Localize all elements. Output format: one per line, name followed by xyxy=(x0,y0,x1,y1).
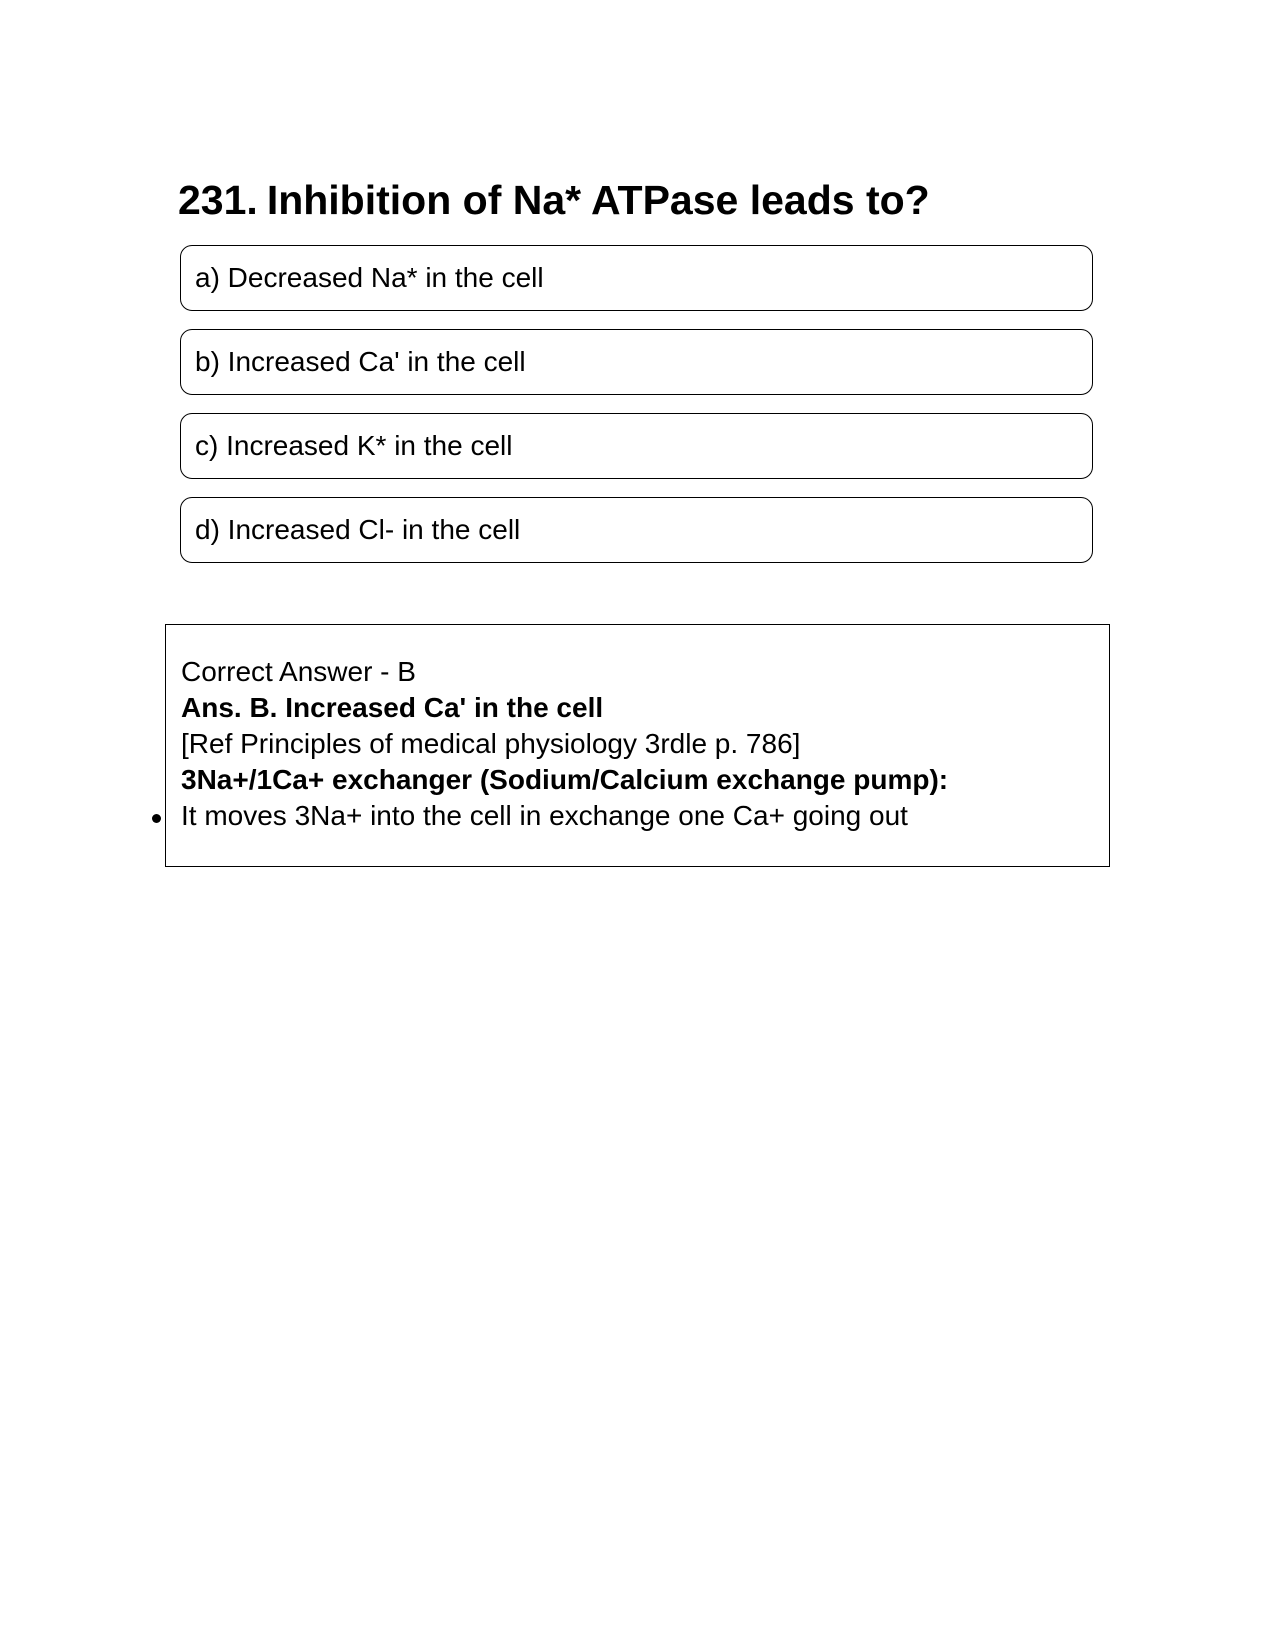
option-d[interactable]: d) Increased Cl- in the cell xyxy=(180,497,1093,563)
option-a[interactable]: a) Decreased Na* in the cell xyxy=(180,245,1093,311)
answer-statement: Ans. B. Increased Ca' in the cell xyxy=(181,692,604,723)
option-c[interactable]: c) Increased K* in the cell xyxy=(180,413,1093,479)
question-number: 231. xyxy=(178,177,258,223)
question-text: Inhibition of Na* ATPase leads to? xyxy=(266,177,930,223)
correct-answer-label: Correct Answer - B xyxy=(181,656,416,687)
bullet-dot-icon xyxy=(152,814,161,823)
reference-text: [Ref Principles of medical physiology 3rdle p. 786] xyxy=(181,728,801,759)
question-title xyxy=(178,176,930,224)
explanation-heading: 3Na+/1Ca+ exchanger (Sodium/Calcium exchange pump): xyxy=(181,764,949,795)
option-b[interactable]: b) Increased Ca' in the cell xyxy=(180,329,1093,395)
explanation-bullet-item: It moves 3Na+ into the cell in exchange one Ca+ going out xyxy=(181,800,908,831)
